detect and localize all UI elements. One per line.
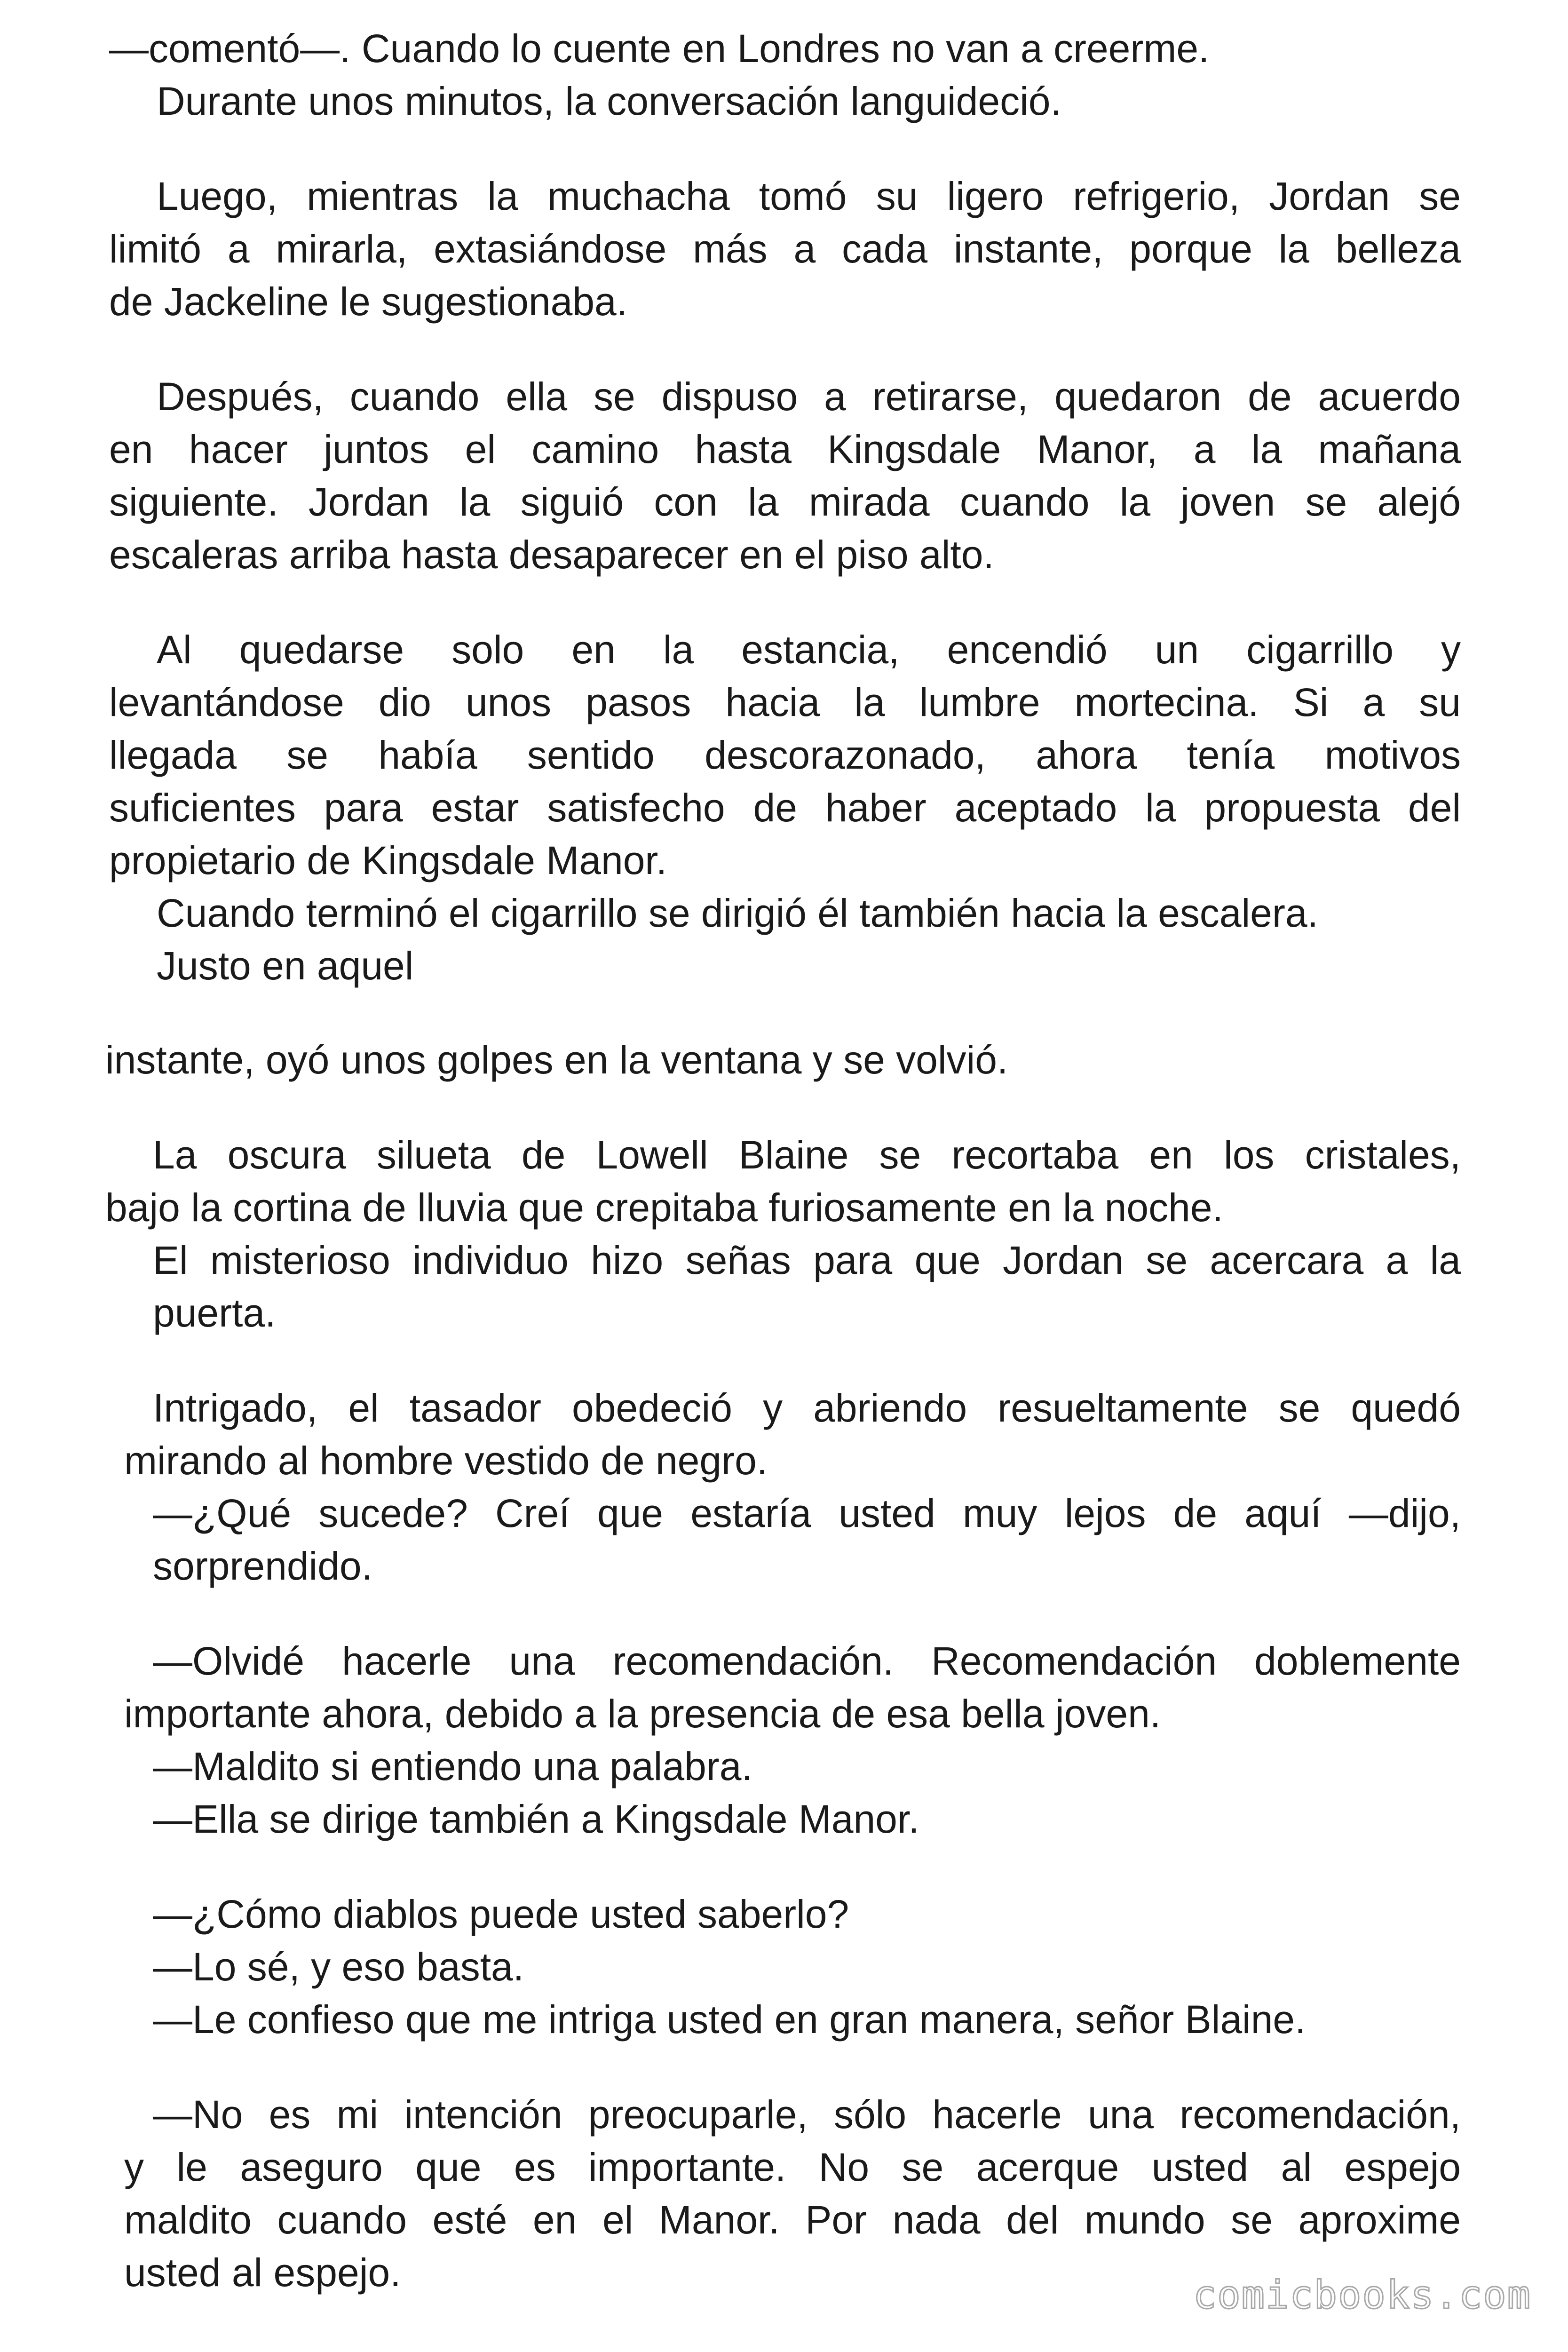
text-line: instante, oyó unos golpes en la ventana y se volvió. [105,1038,1008,1082]
text-line: suficientes para estar satisfecho de haber aceptado la propuesta del [109,786,1461,830]
text-line: mirando al hombre vestido de negro. [124,1438,768,1483]
text-line: escaleras arriba hasta desaparecer en el piso alto. [109,532,994,577]
text-line: usted al espejo. [124,2250,401,2295]
text-line: importante ahora, debido a la presencia de esa bella joven. [124,1692,1161,1736]
text-line: —Olvidé hacerle una recomendación. Recomendación doblemente [153,1639,1461,1683]
text-line: limitó a mirarla, extasiándose más a cada instante, porque la belleza [109,227,1461,271]
text-line: —Lo sé, y eso basta. [153,1945,524,1989]
text-line: levantándose dio unos pasos hacia la lumbre mortecina. Si a su [109,680,1461,724]
text-line: Cuando terminó el cigarrillo se dirigió él también hacia la escalera. [157,891,1318,935]
text-line: llegada se había sentido descorazonado, ahora tenía motivos [109,733,1461,777]
text-line: siguiente. Jordan la siguió con la mirada cuando la joven se alejó [109,480,1461,524]
text-line: Al quedarse solo en la estancia, encendió un cigarrillo y [157,628,1461,672]
text-line: —comentó—. Cuando lo cuente en Londres no van a creerme. [109,26,1210,71]
text-line: bajo la cortina de lluvia que crepitaba furiosamente en la noche. [105,1185,1223,1230]
text-line: Después, cuando ella se dispuso a retirarse, quedaron de acuerdo [157,374,1461,419]
text-line: El misterioso individuo hizo señas para que Jordan se acercara a la [153,1238,1461,1282]
text-line: —No es mi intención preocuparle, sólo hacerle una recomendación, [153,2092,1461,2137]
text-line: Intrigado, el tasador obedeció y abriendo resueltamente se quedó [153,1386,1461,1430]
text-line: —Le confieso que me intriga usted en gran manera, señor Blaine. [153,1997,1306,2042]
text-line: —¿Cómo diablos puede usted saberlo? [153,1892,849,1936]
text-line: La oscura silueta de Lowell Blaine se recortaba en los cristales, [153,1133,1461,1177]
text-line: Luego, mientras la muchacha tomó su ligero refrigerio, Jordan se [157,174,1461,218]
text-line: maldito cuando esté en el Manor. Por nada del mundo se aproxime [124,2198,1461,2242]
text-line: —Ella se dirige también a Kingsdale Manor. [153,1797,919,1841]
text-line: —¿Qué sucede? Creí que estaría usted muy lejos de aquí —dijo, [153,1491,1461,1535]
text-line: propietario de Kingsdale Manor. [109,838,667,882]
text-line: en hacer juntos el camino hasta Kingsdale Manor, a la mañana [109,427,1461,471]
text-line: Justo en aquel [157,944,414,988]
site-watermark: comicbooks.com [1193,2273,1531,2318]
text-line: y le aseguro que es importante. No se acerque usted al espejo [124,2145,1461,2189]
text-line: de Jackeline le sugestionaba. [109,279,628,324]
text-line: sorprendido. [153,1544,372,1588]
text-line: Durante unos minutos, la conversación languideció. [157,79,1061,123]
text-line: puerta. [153,1291,276,1335]
text-line: —Maldito si entiendo una palabra. [153,1744,752,1788]
